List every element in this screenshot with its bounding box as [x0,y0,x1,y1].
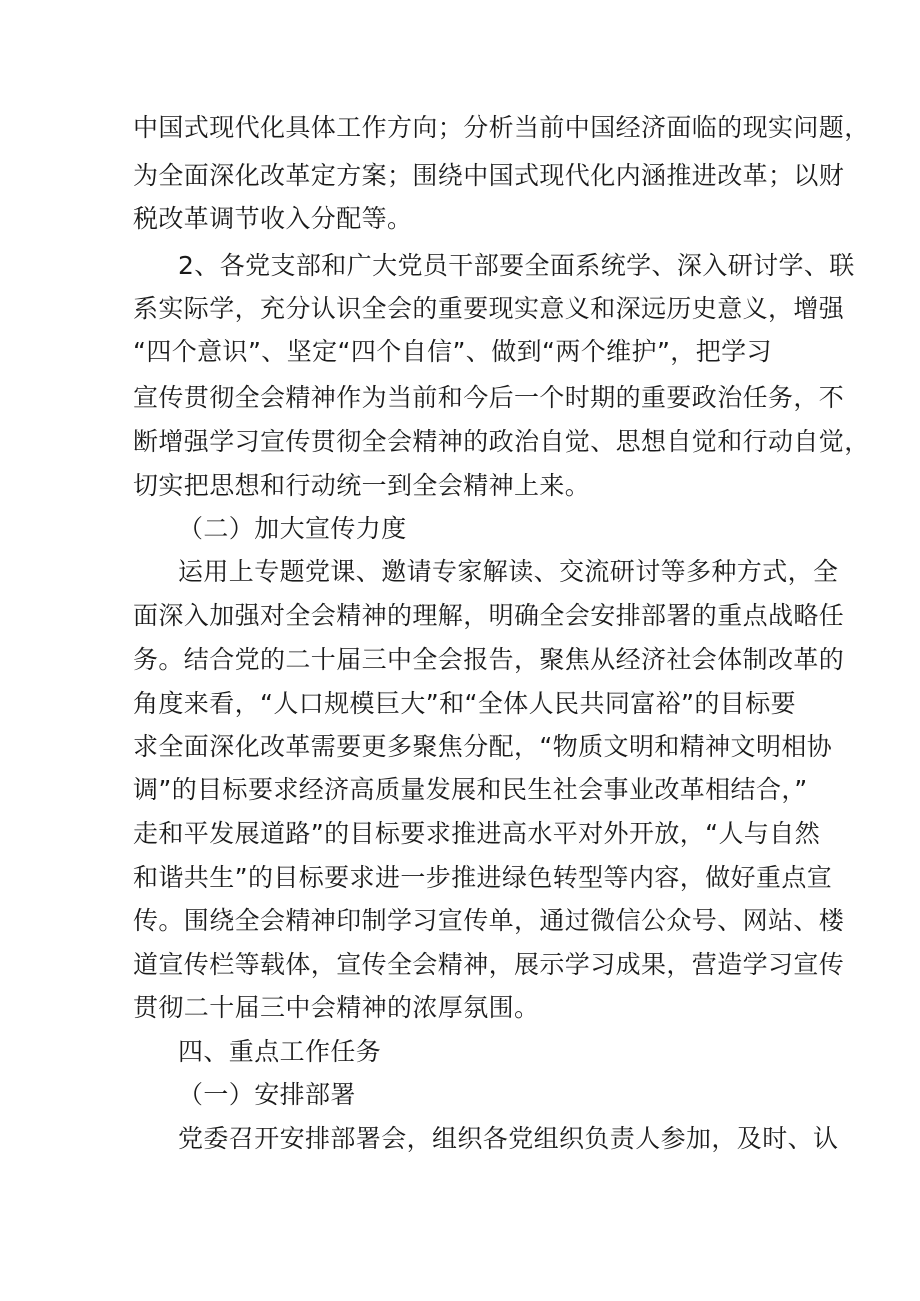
body-text-line: 2、各党支部和广大党员干部要全面系统学、深入研讨学、联 [178,251,855,280]
body-text-line: 道宣传栏等载体，宣传全会精神，展示学习成果，营造学习宣传 [133,950,845,979]
body-text-line: 中国式现代化具体工作方向；分析当前中国经济面临的现实问题， [133,113,870,142]
body-text-line: 断增强学习宣传贯彻全会精神的政治自觉、思想自觉和行动自觉， [133,427,870,456]
body-text-line: 调”的目标要求经济高质量发展和民生社会事业改革相结合，” [133,775,808,804]
body-text-line: “四个意识”、坚定“四个自信”、做到“两个维护”，把学习 [133,337,772,366]
body-text-line: 税改革调节收入分配等。 [133,204,413,233]
body-text-line: 系实际学，充分认识全会的重要现实意义和深远历史意义，增强 [133,294,845,323]
body-text-line: 传。围绕全会精神印制学习宣传单，通过微信公众号、网站、楼 [133,906,845,935]
body-text-line: 角度来看，“人口规模巨大”和“全体人民共同富裕”的目标要 [133,689,797,718]
body-text-line: 为全面深化改革定方案；围绕中国式现代化内涵推进改革；以财 [133,161,845,190]
body-text-line: 务。结合党的二十届三中全会报告，聚焦从经济社会体制改革的 [133,645,845,674]
body-text-line: 走和平发展道路”的目标要求推进高水平对外开放，“人与自然 [133,819,821,848]
body-text-line: 求全面深化改革需要更多聚焦分配，“物质文明和精神文明相协 [133,732,833,761]
section-heading: 四、重点工作任务 [178,1037,382,1066]
body-text-line: 运用上专题党课、邀请专家解读、交流研讨等多种方式，全 [178,557,839,586]
body-text-line: 切实把思想和行动统一到全会精神上来。 [133,471,591,500]
body-text-line: 面深入加强对全会精神的理解，明确全会安排部署的重点战略任 [133,601,845,630]
subsection-heading: （一）安排部署 [178,1080,356,1109]
body-text-line: 宣传贯彻全会精神作为当前和今后一个时期的重要政治任务，不 [133,383,845,412]
body-text-line: 贯彻二十届三中会精神的浓厚氛围。 [133,993,540,1022]
body-text-line: 和谐共生”的目标要求进一步推进绿色转型等内容，做好重点宣 [133,863,833,892]
body-text-line: 党委召开安排部署会，组织各党组织负责人参加，及时、认 [178,1124,839,1153]
section-heading: （二）加大宣传力度 [178,514,407,543]
